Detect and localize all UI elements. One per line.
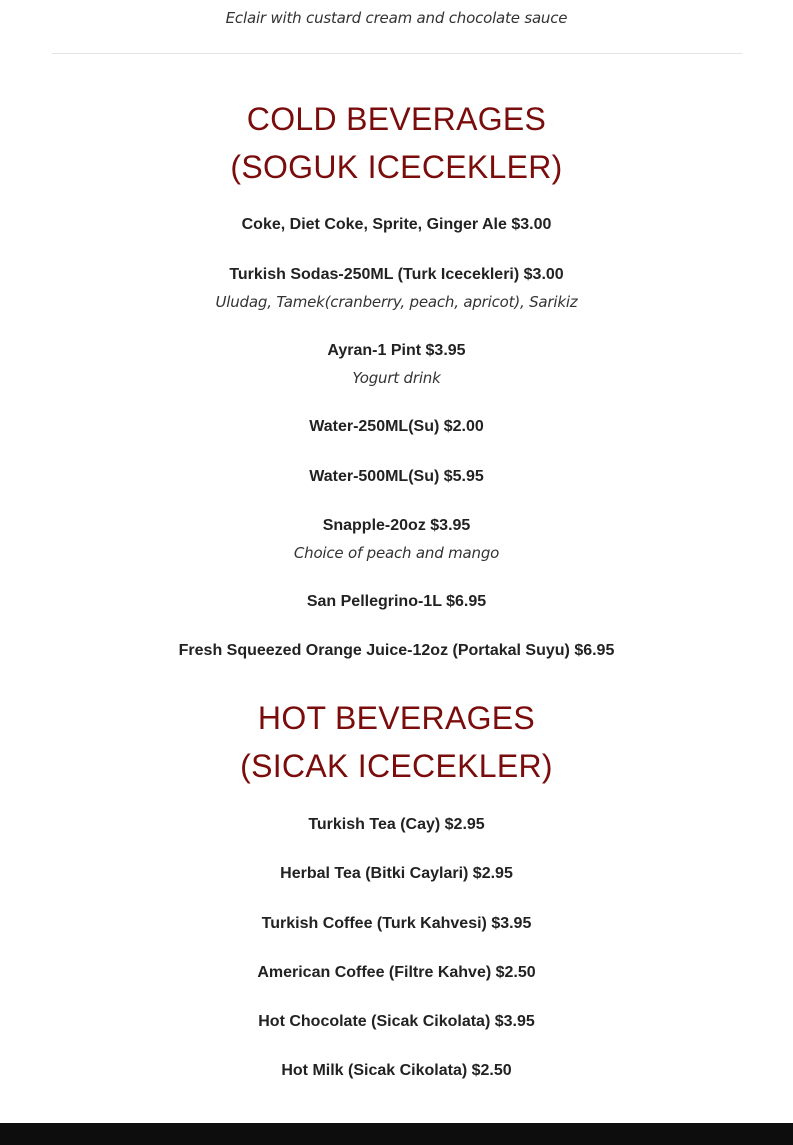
- menu-item: [0, 640, 793, 662]
- menu-item-name: Fresh Squeezed Orange Juice-12oz (Portakal Suyu) $6.95: [178, 642, 615, 659]
- menu-item-description: Uludag, Tamek(cranberry, peach, apricot), Sarikiz: [215, 293, 578, 311]
- menu-item-name: San Pellegrino-1L $6.95: [306, 593, 487, 610]
- menu-item: [0, 1011, 793, 1033]
- menu-item-name: Coke, Diet Coke, Sprite, Ginger Ale $3.00: [241, 216, 552, 233]
- menu-item-name: Water-500ML(Su) $5.95: [309, 468, 484, 485]
- cold-heading-line2: (SOGUK ICECEKLER): [230, 149, 563, 185]
- menu-item: [0, 1060, 793, 1082]
- menu-item: [0, 591, 793, 613]
- menu-item: [0, 863, 793, 885]
- menu-item-description: Choice of peach and mango: [293, 544, 500, 562]
- menu-item: [0, 264, 793, 313]
- footer-bar: [0, 1123, 793, 1145]
- menu-item: [0, 515, 793, 564]
- menu-item-name: Turkish Sodas-250ML (Turk Icecekleri) $3.00: [229, 266, 564, 283]
- menu-item-name: Turkish Coffee (Turk Kahvesi) $3.95: [261, 915, 532, 932]
- menu-item-description: Yogurt drink: [352, 369, 441, 387]
- menu-item: [0, 814, 793, 836]
- menu-item-name: Snapple-20oz $3.95: [322, 517, 471, 534]
- section-divider: [52, 53, 742, 54]
- previous-item-description: Eclair with custard cream and chocolate sauce: [225, 9, 568, 27]
- hot-beverages-section: [0, 694, 793, 790]
- hot-beverages-heading: [0, 694, 793, 790]
- menu-item-name: Water-250ML(Su) $2.00: [309, 418, 484, 435]
- menu-item-name: Ayran-1 Pint $3.95: [327, 342, 466, 359]
- cold-beverages-section: [0, 95, 793, 191]
- menu-item-name: Herbal Tea (Bitki Caylari) $2.95: [280, 865, 513, 882]
- menu-item: [0, 466, 793, 488]
- menu-item-name: Hot Chocolate (Sicak Cikolata) $3.95: [258, 1013, 535, 1030]
- menu-item-name: American Coffee (Filtre Kahve) $2.50: [257, 964, 536, 981]
- menu-item-name: Turkish Tea (Cay) $2.95: [308, 816, 485, 833]
- menu-item: [0, 416, 793, 438]
- menu-item: [0, 340, 793, 389]
- menu-item: [0, 913, 793, 935]
- menu-item-name: Hot Milk (Sicak Cikolata) $2.50: [281, 1062, 512, 1079]
- hot-heading-line1: HOT BEVERAGES: [257, 700, 536, 736]
- cold-beverages-heading: [0, 95, 793, 191]
- hot-heading-line2: (SICAK ICECEKLER): [240, 748, 553, 784]
- menu-item: [0, 214, 793, 236]
- cold-heading-line1: COLD BEVERAGES: [246, 101, 547, 137]
- menu-item: [0, 962, 793, 984]
